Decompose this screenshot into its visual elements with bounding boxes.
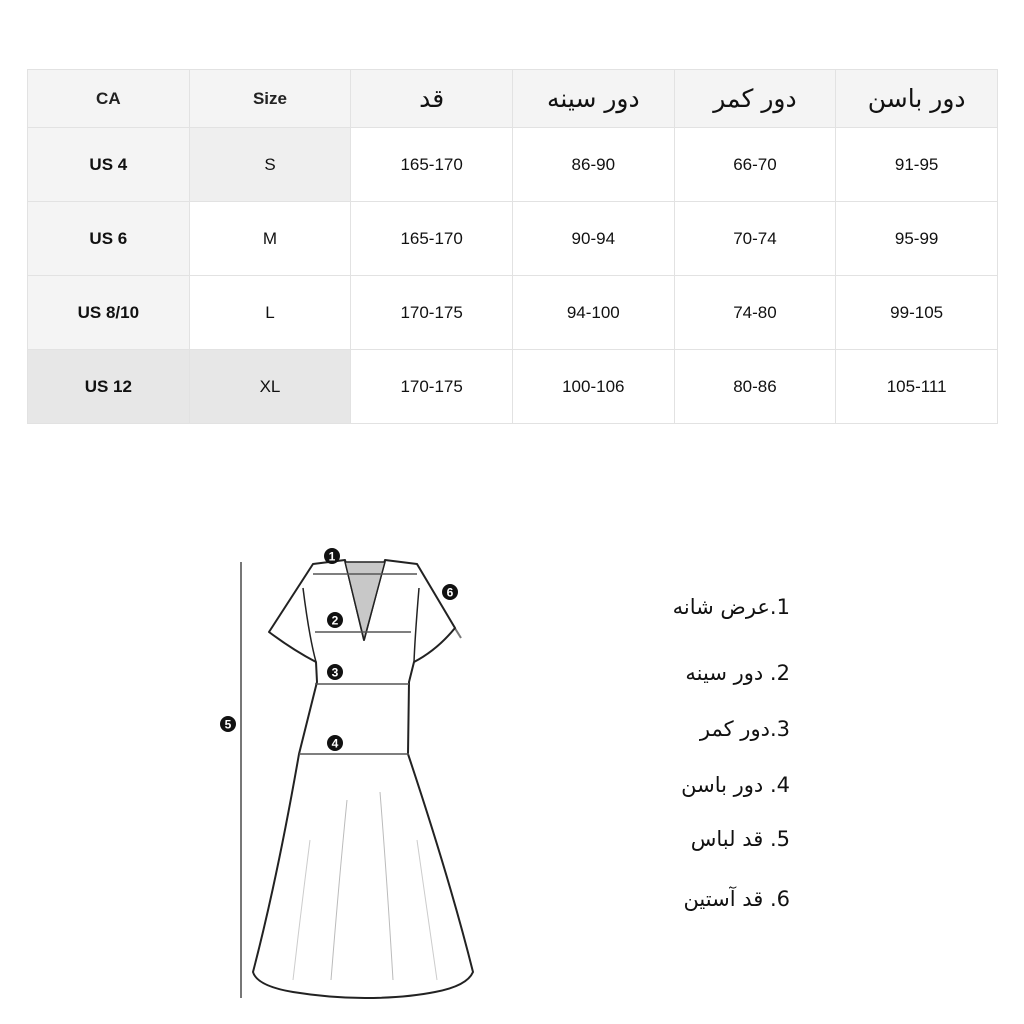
header-hip: دور باسن	[836, 70, 998, 128]
header-bust: دور سینه	[512, 70, 674, 128]
marker-5	[220, 716, 236, 732]
cell-height: 165-170	[351, 202, 513, 276]
cell-ca: US 4	[28, 128, 190, 202]
cell-ca: US 12	[28, 350, 190, 424]
marker-6	[442, 584, 458, 600]
legend-item-bust: 2. دور سینه	[685, 661, 790, 685]
marker-3	[327, 664, 343, 680]
cell-waist: 70-74	[674, 202, 836, 276]
cell-waist: 80-86	[674, 350, 836, 424]
marker-4	[327, 735, 343, 751]
marker-2-label: 2	[331, 613, 339, 628]
cell-hip: 95-99	[836, 202, 998, 276]
cell-ca: US 6	[28, 202, 190, 276]
marker-4-label: 4	[331, 736, 339, 751]
table-header-row	[28, 70, 998, 128]
dress-measurement-diagram	[205, 540, 495, 1010]
header-height: قد	[351, 70, 513, 128]
marker-2	[327, 612, 343, 628]
marker-1	[324, 548, 340, 564]
marker-5-label: 5	[224, 717, 232, 732]
cell-hip: 105-111	[836, 350, 998, 424]
table-row	[28, 276, 998, 350]
legend-item-waist: 3.دور کمر	[699, 717, 790, 741]
header-ca: CA	[28, 70, 190, 128]
cell-height: 170-175	[351, 276, 513, 350]
table-row	[28, 350, 998, 424]
size-chart-table	[27, 69, 998, 424]
cell-waist: 74-80	[674, 276, 836, 350]
header-waist: دور کمر	[674, 70, 836, 128]
marker-3-label: 3	[331, 665, 339, 680]
cell-bust: 90-94	[512, 202, 674, 276]
cell-size: XL	[189, 350, 351, 424]
header-size: Size	[189, 70, 351, 128]
cell-waist: 66-70	[674, 128, 836, 202]
legend-item-sleeve-length: 6. قد آستین	[683, 887, 790, 911]
cell-size: M	[189, 202, 351, 276]
table-row	[28, 128, 998, 202]
cell-hip: 91-95	[836, 128, 998, 202]
legend-item-dress-length: 5. قد لباس	[690, 827, 790, 851]
cell-height: 165-170	[351, 128, 513, 202]
cell-bust: 100-106	[512, 350, 674, 424]
table-row	[28, 202, 998, 276]
cell-bust: 94-100	[512, 276, 674, 350]
cell-height: 170-175	[351, 350, 513, 424]
marker-6-label: 6	[446, 585, 454, 600]
cell-hip: 99-105	[836, 276, 998, 350]
cell-bust: 86-90	[512, 128, 674, 202]
marker-1-label: 1	[328, 549, 336, 564]
legend-item-shoulder: 1.عرض شانه	[672, 595, 790, 619]
legend-item-hip: 4. دور باسن	[681, 773, 790, 797]
cell-ca: US 8/10	[28, 276, 190, 350]
cell-size: L	[189, 276, 351, 350]
cell-size: S	[189, 128, 351, 202]
